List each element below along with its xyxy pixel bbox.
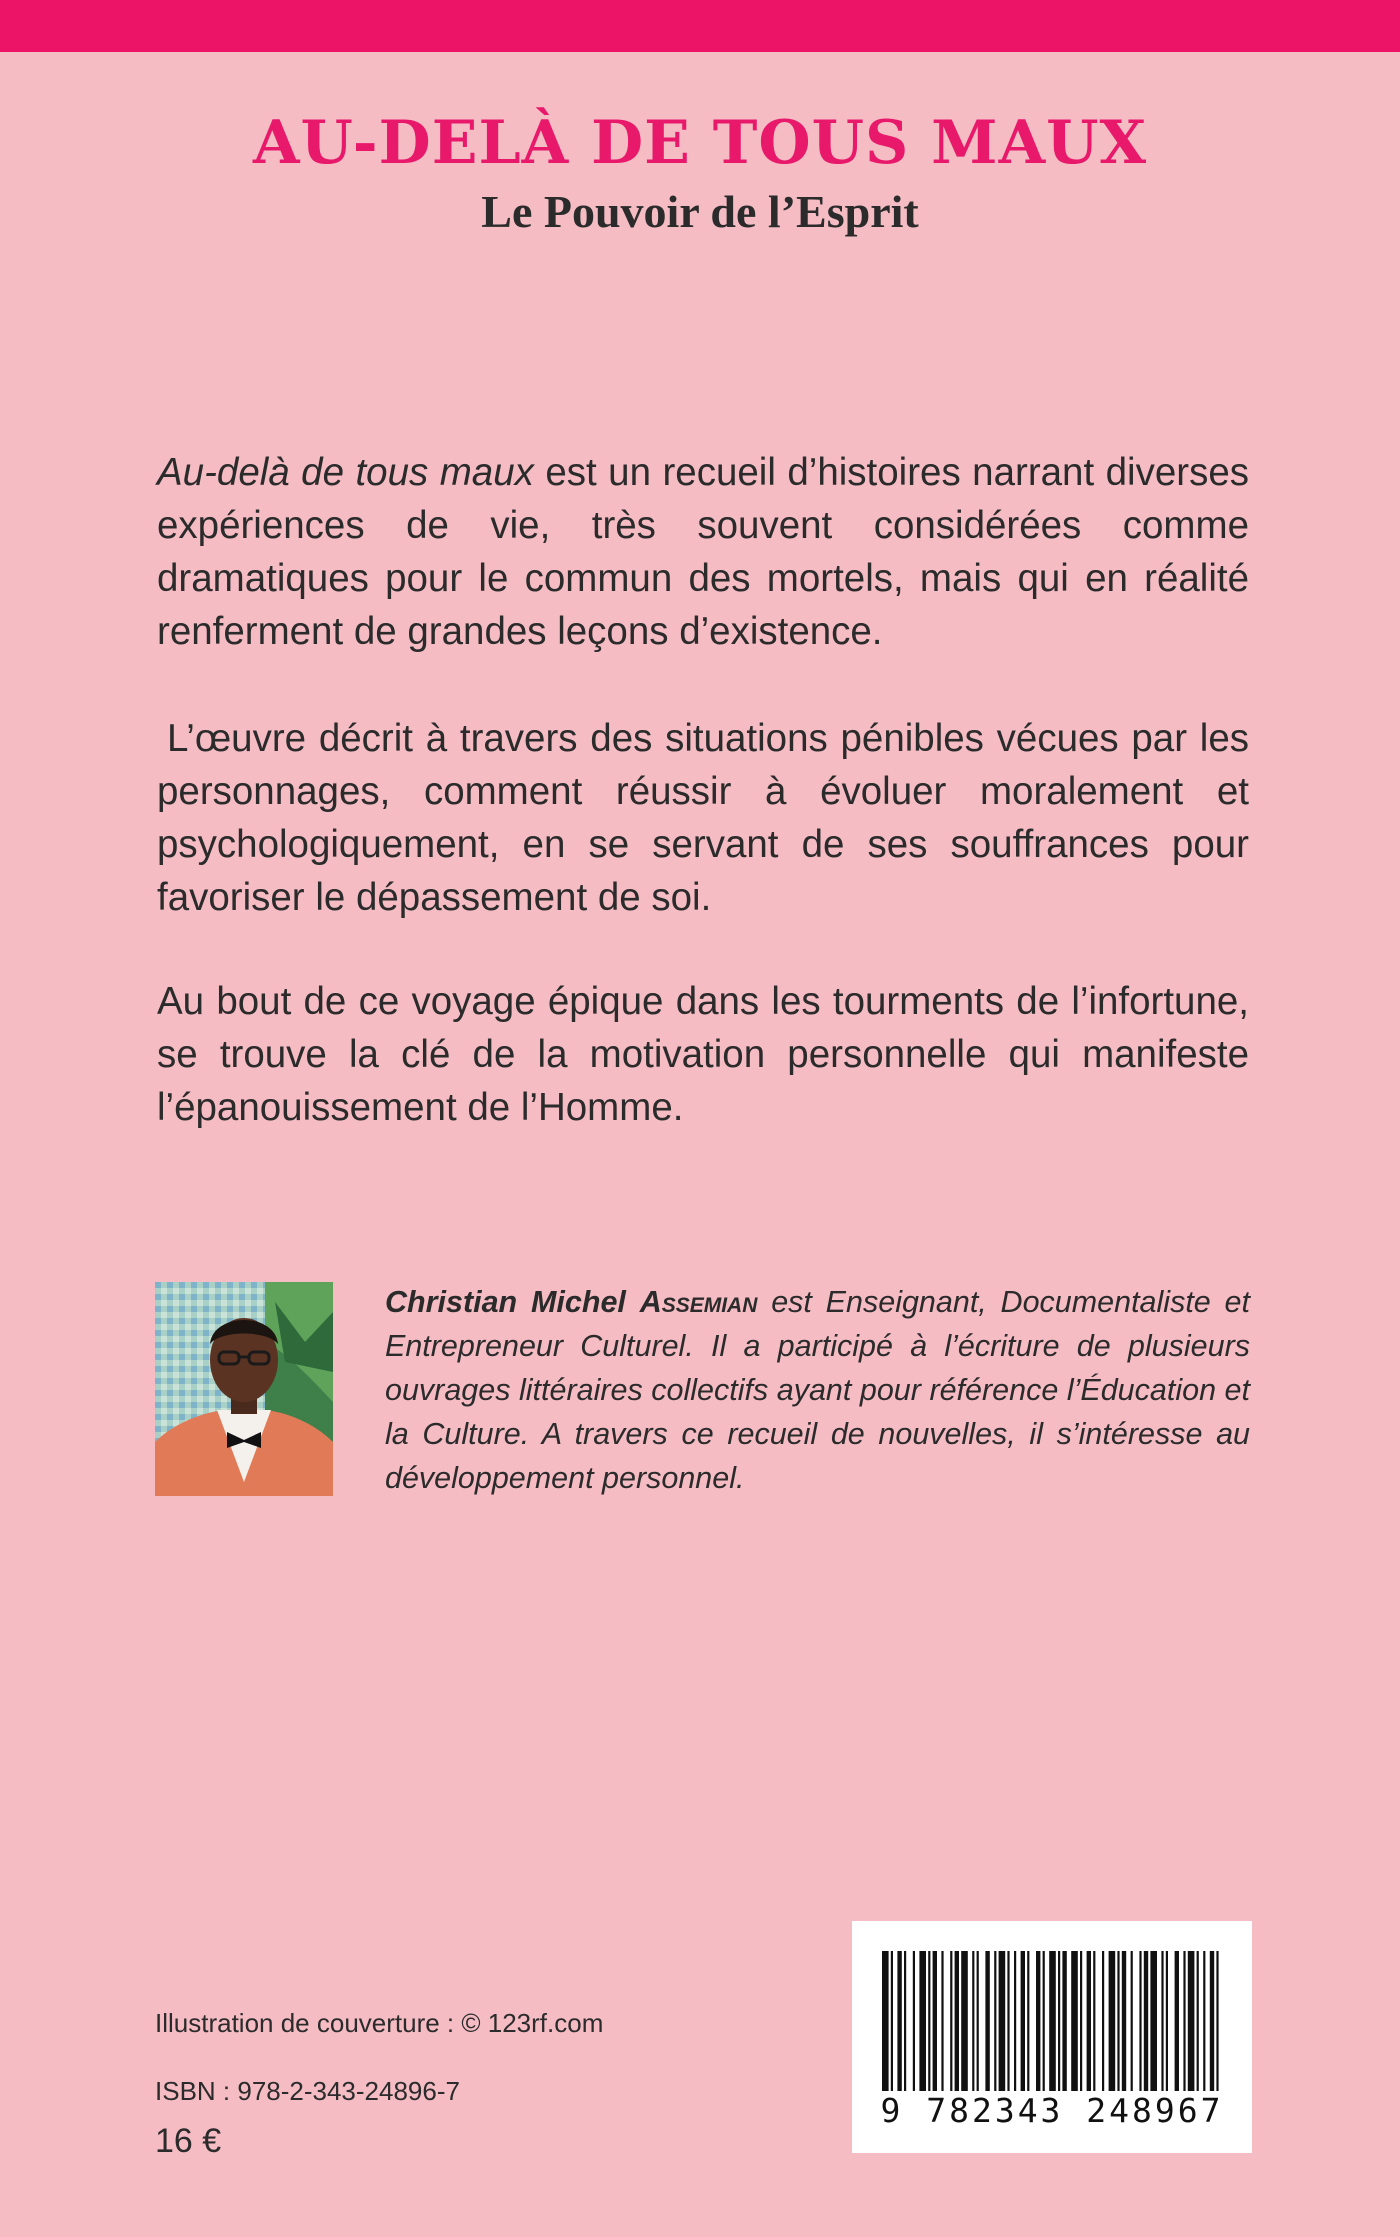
barcode-bar bbox=[1188, 1951, 1195, 2096]
top-color-band bbox=[0, 0, 1400, 52]
barcode-bar bbox=[1131, 1951, 1133, 2096]
barcode-bar bbox=[1175, 1951, 1179, 2096]
barcode-bar bbox=[1109, 1951, 1116, 2096]
barcode-bar bbox=[972, 1951, 974, 2096]
barcode-bar bbox=[1166, 1951, 1168, 2096]
blurb-paragraph-1-text: est un recueil d’histoires narrant diverses expériences de vie, très souvent considérées comme dramatiques pour le commun des mortels, mais qui en réalité renferment de grandes leçons d’existence. bbox=[157, 451, 1249, 653]
barcode-bar bbox=[1080, 1951, 1082, 2096]
barcode-bar bbox=[950, 1951, 952, 2096]
barcode-bar bbox=[933, 1951, 937, 2096]
barcode-bar bbox=[904, 1951, 906, 2096]
barcode-bar bbox=[1027, 1951, 1029, 2096]
barcode-bar bbox=[1183, 1951, 1185, 2096]
author-photo bbox=[155, 1282, 333, 1496]
isbn: ISBN : 978-2-343-24896-7 bbox=[155, 2076, 460, 2106]
barcode-bar bbox=[919, 1951, 926, 2096]
barcode-bar bbox=[999, 1951, 1006, 2096]
book-title: AU-DELÀ DE TOUS MAUX bbox=[252, 108, 1148, 178]
barcode-bar bbox=[1058, 1951, 1060, 2096]
barcode-bar bbox=[1150, 1951, 1157, 2096]
barcode-bar bbox=[1144, 1951, 1148, 2096]
barcode-bar bbox=[1117, 1951, 1119, 2096]
author-surname: Assemian bbox=[639, 1285, 758, 1319]
barcode-bar bbox=[1203, 1951, 1205, 2096]
barcode-bar bbox=[928, 1951, 930, 2096]
blurb-book-title: Au-delà de tous maux bbox=[157, 451, 534, 494]
barcode-bar bbox=[1021, 1951, 1025, 2096]
barcode bbox=[852, 1921, 1252, 2153]
cover-illustration-credit: Illustration de couverture : © 123rf.com bbox=[155, 2008, 604, 2038]
barcode-bar bbox=[1043, 1951, 1045, 2096]
barcode-bar bbox=[1139, 1951, 1141, 2096]
barcode-bar bbox=[1161, 1951, 1163, 2096]
barcode-bar bbox=[897, 1951, 901, 2096]
author-bio-text: est Enseignant, Documentaliste et Entrepreneur Culturel. Il a participé à l’écriture de plusieurs ouvrages littéraires collectifs ayant pour référence l’Éducation et la Culture. A travers ce recueil de nouvelles, il s’intéresse au développement personnel. bbox=[385, 1285, 1250, 1495]
barcode-bar bbox=[1210, 1951, 1214, 2096]
barcode-bar bbox=[1093, 1951, 1095, 2096]
barcode-bar bbox=[1062, 1951, 1066, 2096]
barcode-bar bbox=[1071, 1951, 1078, 2096]
barcode-bar bbox=[1197, 1951, 1199, 2096]
blurb-paragraph-2-text: L’œuvre décrit à travers des situations pénibles vécues par les personnages, comment réussir à évoluer moralement et psychologiquement, en se servant de ses souffrances pour favoriser le dépassement de soi. bbox=[157, 717, 1249, 919]
barcode-bar bbox=[961, 1951, 968, 2096]
barcode-bar bbox=[994, 1951, 996, 2096]
barcode-bar bbox=[1102, 1951, 1104, 2096]
barcode-bar bbox=[1036, 1951, 1040, 2096]
author-first-names: Christian Michel bbox=[385, 1285, 626, 1319]
blurb-paragraph-3: Au bout de ce voyage épique dans les tourments de l’infortune, se trouve la clé de la motivation personnelle qui manifeste l’épanouissement de l’Homme. bbox=[157, 980, 1249, 1129]
barcode-bar bbox=[1087, 1951, 1091, 2096]
author-bio bbox=[385, 1280, 1250, 1500]
barcode-bar bbox=[1007, 1951, 1009, 2096]
blurb-paragraph-1 bbox=[157, 446, 1249, 658]
blurb-paragraph-2 bbox=[157, 712, 1249, 924]
barcode-bar bbox=[955, 1951, 959, 2096]
barcode-bar bbox=[1014, 1951, 1016, 2096]
book-subtitle: Le Pouvoir de l’Esprit bbox=[481, 186, 919, 237]
barcode-bar bbox=[1049, 1951, 1056, 2096]
price: 16 € bbox=[155, 2122, 222, 2160]
barcode-digits: 9 782343 248967 bbox=[862, 2091, 1242, 2130]
barcode-bar bbox=[941, 1951, 943, 2096]
barcode-bar bbox=[913, 1951, 915, 2096]
barcode-bar bbox=[1122, 1951, 1126, 2096]
